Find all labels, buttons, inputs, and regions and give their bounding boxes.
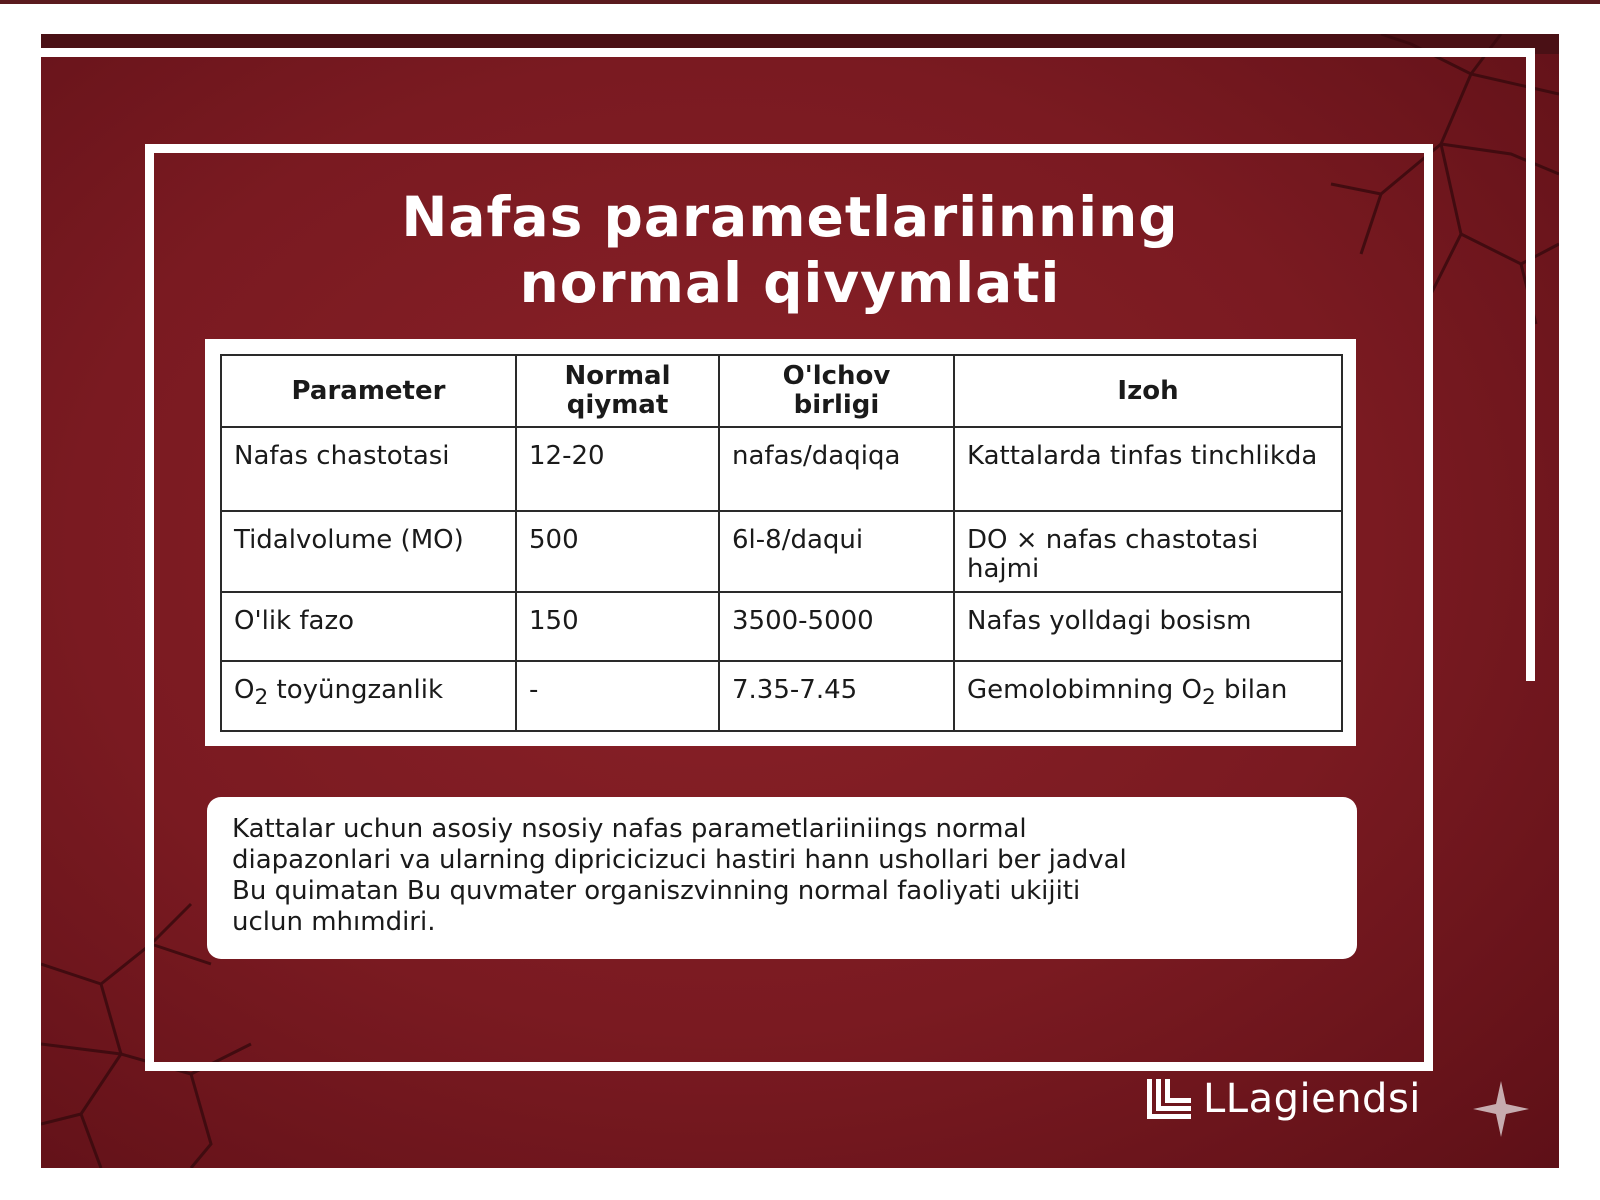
cell-note: Nafas yolldagi bosism <box>954 592 1342 661</box>
note-line: Bu quimatan Bu quvmater organiszvinning normal faoliyati ukijiti <box>232 876 1081 906</box>
note-line: Kattalar uchun asosiy nsosiy nafas parametlariiniings normal <box>232 814 1027 844</box>
slide-title <box>145 184 1435 316</box>
outer-frame-top-line <box>41 48 1535 57</box>
outer-frame-right-line <box>1526 48 1535 681</box>
cell-parameter: $O_2$ toyüngzanlik <box>221 661 516 731</box>
title-line-1: Nafas parametlariinning <box>401 185 1179 249</box>
note-line: diapazonlari va ularning dipricicizuci hastiri hann ushollari ber jadval <box>232 845 1127 875</box>
cell-note: Gemolobimning $O_2$ bilan <box>954 661 1342 731</box>
note-card <box>207 797 1357 959</box>
parameters-table <box>220 354 1343 732</box>
cell-note: DO × nafas chastotasi hajmi <box>954 511 1342 592</box>
cell-parameter: Tidalvolume (MO) <box>221 511 516 592</box>
cell-note: Kattalarda tinfas tinchlikda <box>954 427 1342 511</box>
table-header-row <box>221 355 1342 427</box>
top-strip <box>0 0 1600 4</box>
cell-parameter: Nafas chastotasi <box>221 427 516 511</box>
cell-value: 500 <box>516 511 719 592</box>
header-unit: O'lchov birligi <box>719 355 954 427</box>
table-row <box>221 427 1342 511</box>
header-normal-value: Normal qiymat <box>516 355 719 427</box>
cell-value: 12-20 <box>516 427 719 511</box>
brand-logo <box>1145 1074 1421 1124</box>
slide <box>41 34 1559 1168</box>
cell-value: - <box>516 661 719 731</box>
cell-unit: 7.35-7.45 <box>719 661 954 731</box>
note-text <box>232 814 1332 938</box>
cell-unit: nafas/daqiqa <box>719 427 954 511</box>
cell-unit: 6l-8/daqui <box>719 511 954 592</box>
cell-unit: 3500-5000 <box>719 592 954 661</box>
cell-value: 150 <box>516 592 719 661</box>
header-note: Izoh <box>954 355 1342 427</box>
table-card <box>205 339 1356 746</box>
brand-name: LLagiendsi <box>1203 1076 1421 1122</box>
note-line: uclun mhımdiri. <box>232 907 436 937</box>
sparkle-icon <box>1471 1079 1531 1139</box>
table-row <box>221 592 1342 661</box>
header-parameter: Parameter <box>221 355 516 427</box>
stacked-l-logo-icon <box>1145 1077 1193 1121</box>
table-row <box>221 661 1342 731</box>
table-row <box>221 511 1342 592</box>
title-line-2: normal qivymlati <box>519 251 1061 315</box>
cell-parameter: O'lik fazo <box>221 592 516 661</box>
